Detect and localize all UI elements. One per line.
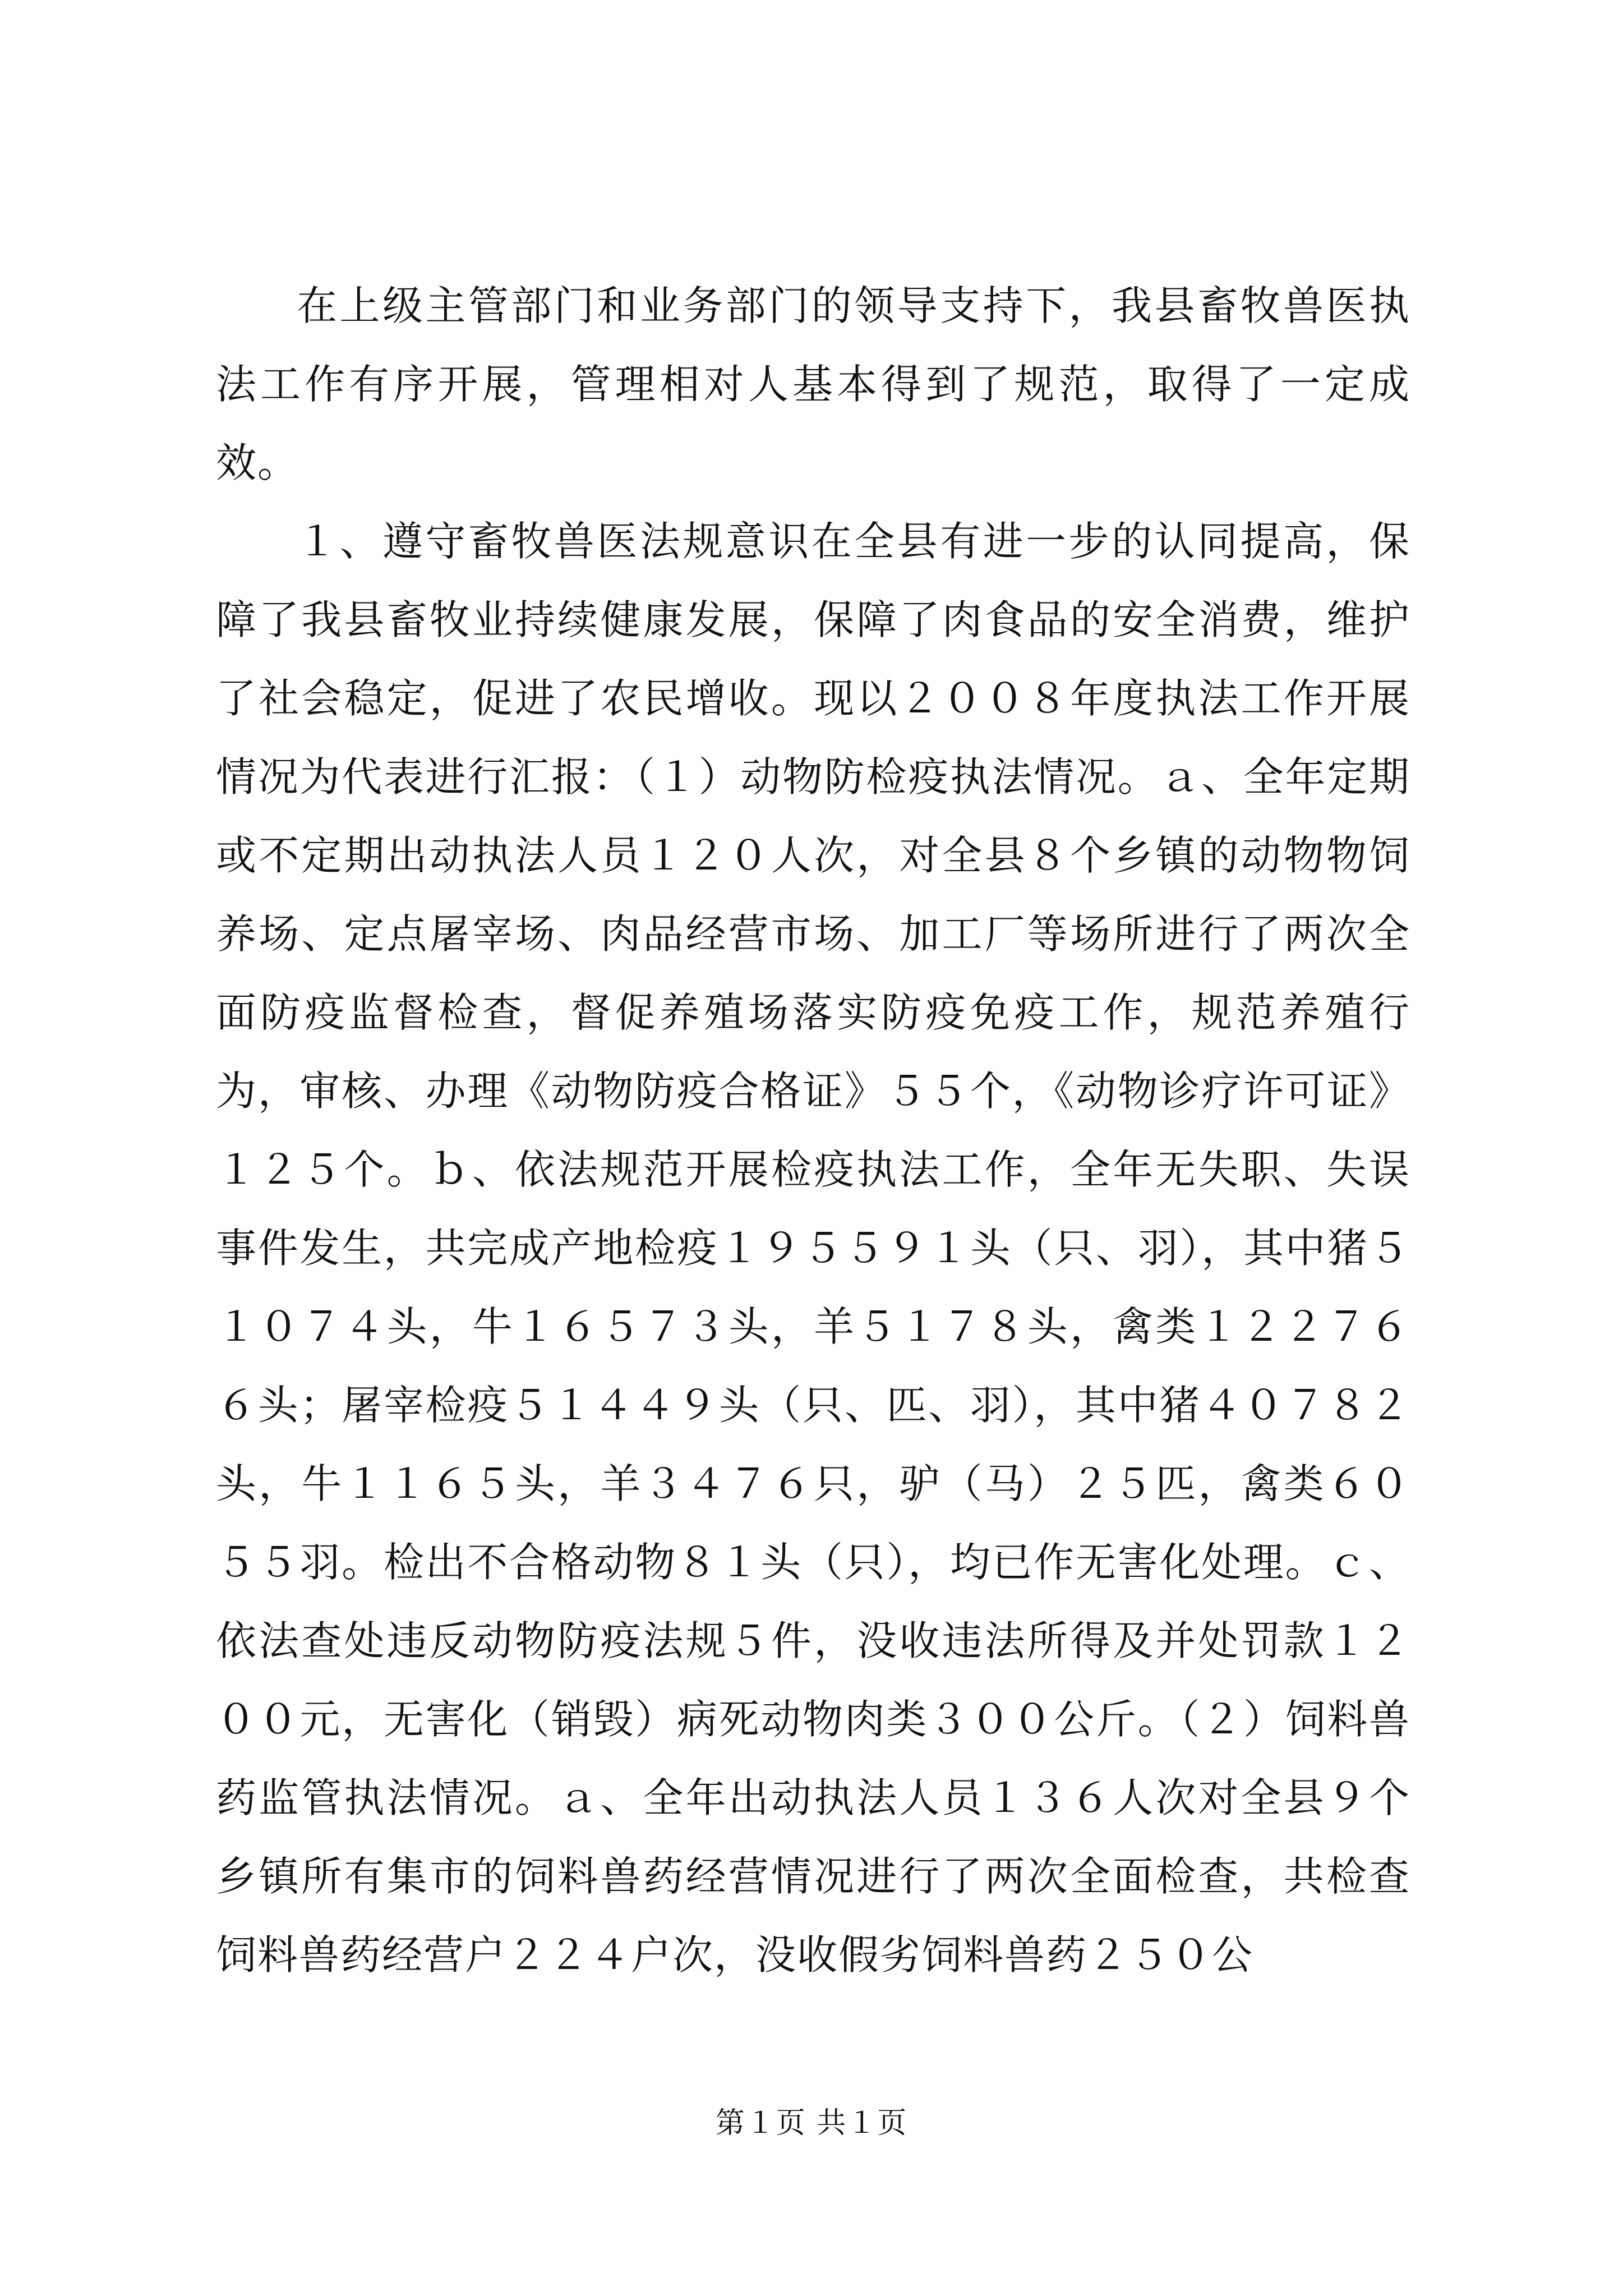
page-footer: 第１页 共１页 <box>715 2106 908 2140</box>
paragraph-main: １、遵守畜牧兽医法规意识在全县有进一步的认同提高，保障了我县畜牧业持续健康发展，保障了肉食品的安全消费，维护了社会稳定，促进了农民增收。现以２００８年度执法工作开展情况为代表进行汇报：（１）动物防检疫执法情况。ａ、全年定期或不定期出动执法人员１２０人次，对全县８个乡镇的动物物饲养场、定点屠宰场、肉品经营市场、加工厂等场所进行了两次全面防疫监督检查，督促养殖场落实防疫免疫工作，规范养殖行为，审核、办理《动物防疫合格证》５５个，《动物诊疗许可证》１２５个。ｂ、依法规范开展检疫执法工作，全年无失职、失误事件发生，共完成产地检疫１９５５９１头（只、羽），其中猪５１０７４头，牛１６５７３头，羊５１７８头，禽类１２２７６６头；屠宰检疫５１４４９头（只、匹、羽），其中猪４０７８２头，牛１１６５头，羊３４７６只，驴（马）２５匹，禽类６０５５羽。检出不合格动物８１头（只），均已作无害化处理。ｃ、依法查处违反动物防疫法规５件，没收违法所得及并处罚款１２００元，无害化（销毁）病死动物肉类３００公斤。（２）饲料兽药监管执法情况。ａ、全年出动执法人员１３６人次对全县９个乡镇所有集市的饲料兽药经营情况进行了两次全面检查，共检查饲料兽药经营户２２４户次，没收假劣饲料兽药２５０公 <box>216 518 1410 1978</box>
document-body <box>216 266 1410 1994</box>
paragraph-intro: 在上级主管部门和业务部门的领导支持下，我县畜牧兽医执法工作有序开展，管理相对人基本得到了规范，取得了一定成效。 <box>216 282 1410 486</box>
